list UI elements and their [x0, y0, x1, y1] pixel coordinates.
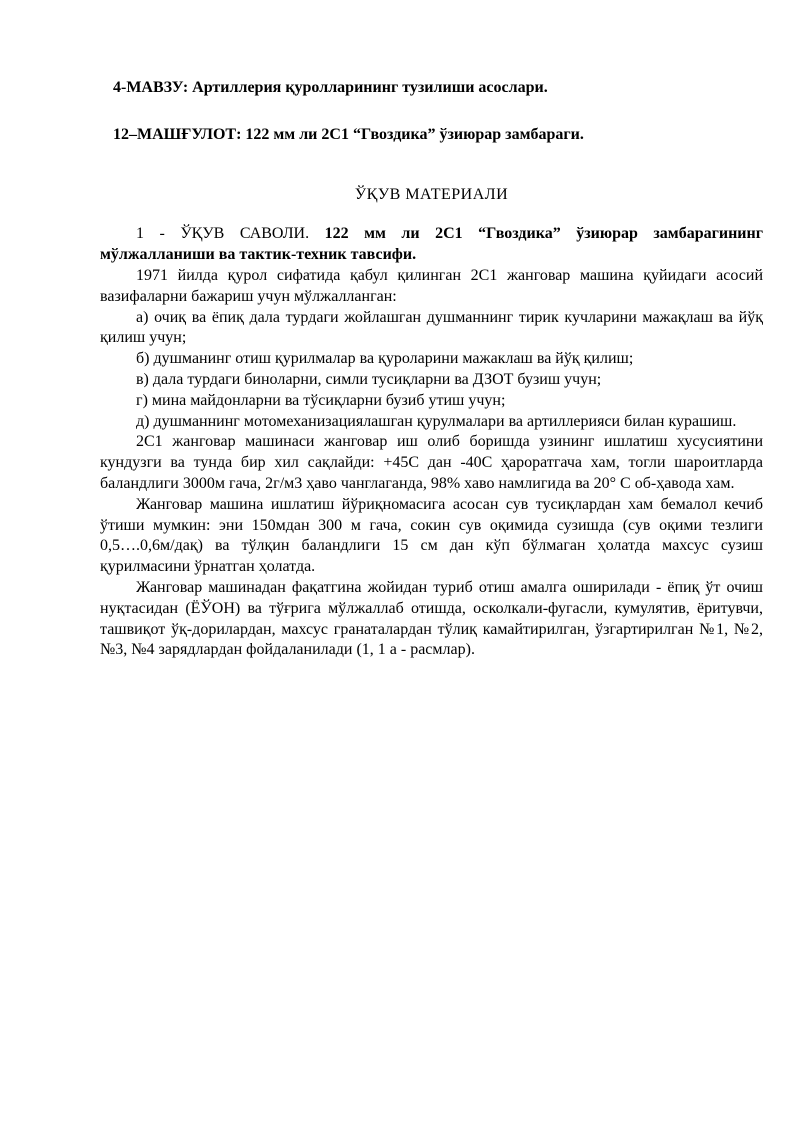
topic-heading: 4-МАВЗУ: Артиллерия қуролларининг тузилиши асослари. — [113, 79, 548, 96]
paragraph-water-crossing: Жанговар машина ишлатиш йўриқномасига асосан сув тусиқлардан хам бемалол кечиб ўтиши мумкин: эни 150мдан 300 м гача, сокин сув оқимида сузишда (сув оқими тезлиги 0,5….0,6м/дақ) ва тўлқин баландлиги 15 см дан кўп бўлмаган ҳолатда махсус сузиш қурилмасини ўрнатган ҳолатда. — [100, 495, 763, 576]
question-paragraph — [100, 224, 763, 266]
list-item-g: г) мина майдонларни ва тўсиқларни бузиб утиш учун; — [136, 391, 506, 409]
paragraph-firing: Жанговар машинадан фақатгина жойидан туриб отиш амалга оширилади - ёпиқ ўт очиш нуқтасидан (ЁЎОН) ва тўғрига мўлжаллаб отишда, осколкали-фугасли, кумулятив, ёритувчи, ташвиқот ўқ-дорилардан, махсус гранаталардан тўлиқ камайтирилган, ўзгартирилган №1, №2, №3, №4 зарядлардан фойдаланилади (1, 1 а - расмлар). — [100, 578, 763, 659]
question-prefix: 1 - ЎҚУВ САВОЛИ. — [136, 225, 325, 243]
section-title: ЎҚУВ МАТЕРИАЛИ — [354, 185, 509, 203]
paragraph-intro: 1971 йилда қурол сифатида қабул қилинган 2С1 жанговар машина қуйидаги асосий вазифаларни бажариш учун мўлжалланган: — [100, 266, 763, 305]
list-item-b: б) душманинг отиш қурилмалар ва қуроларини мажаклаш ва йўқ қилиш; — [136, 350, 634, 368]
lesson-heading: 12–МАШҒУЛОТ: 122 мм ли 2С1 “Гвоздика” ўзиюрар замбараги. — [113, 125, 584, 143]
list-item-v: в) дала турдаги биноларни, симли тусиқларни ва ДЗОТ бузиш учун; — [136, 370, 602, 388]
list-item-d: д) душманнинг мотомеханизациялашган қурулмалари ва артиллерияси билан курашиш. — [136, 412, 737, 430]
question-title: 122 мм ли 2С1 “Гвоздика” ўзиюрар замбарагининг мўлжалланиши ва тактик-техник тавсифи. — [100, 225, 764, 264]
list-item-a: а) очиқ ва ёпиқ дала турдаги жойлашган душманнинг тирик кучларини мажақлаш ва йўқ қилиш учун; — [100, 308, 763, 347]
paragraph-conditions: 2С1 жанговар машинаси жанговар иш олиб боришда узининг ишлатиш хусусиятини кундузги ва тунда бир хил сақлайди: +45С дан -40С ҳароратгача хам, тогли шароитларда баландлиги 3000м гача, 2г/м3 ҳаво чанглаганда, 98% хаво намлигида ва 20° С об-ҳавода хам. — [100, 433, 763, 492]
